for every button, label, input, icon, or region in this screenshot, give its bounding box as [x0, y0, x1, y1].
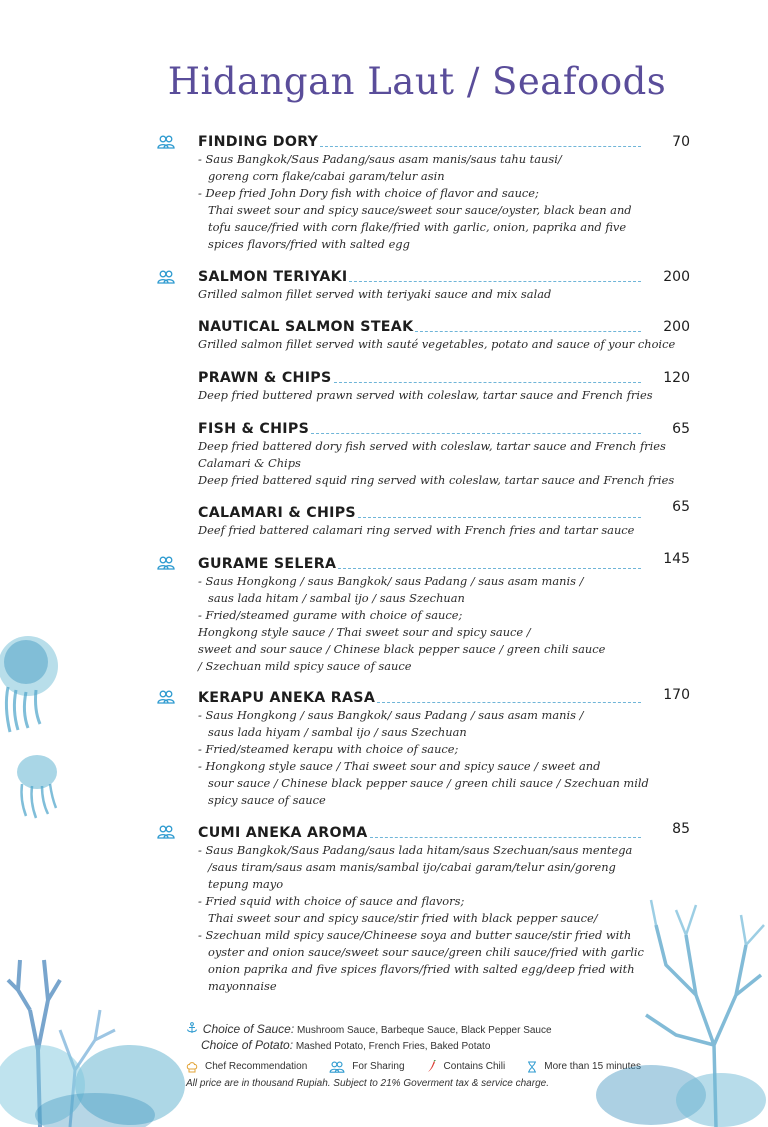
- dotted-leader: [377, 702, 641, 703]
- item-price: 120: [663, 370, 690, 386]
- menu-item-prawn-chips: [198, 366, 692, 404]
- menu-item-nautical-salmon-steak: [198, 315, 692, 353]
- item-description: Deep fried buttered prawn served with coleslaw, tartar sauce and French fries: [198, 388, 653, 402]
- item-price: 85: [672, 821, 690, 837]
- legend-time: More than 15 minutes: [527, 1061, 641, 1073]
- coral-right-illustration: [596, 895, 768, 1127]
- item-description: - Saus Hongkong / saus Bangkok/ saus Padang / saus asam manis / saus lada hitam / sambal ijo / saus Szechuan - Fried/steamed gurame with choice of sauce; Hongkong style sauce / Thai sweet sour and spicy sauce / sweet and sour sauce / Chinese black pepper sauce / green chili sauce / Szechuan mild spicy sauce of sauce: [198, 574, 606, 673]
- item-price: 170: [663, 687, 690, 703]
- item-description: Grilled salmon fillet served with sauté vegetables, potato and sauce of your choice: [198, 337, 676, 351]
- page-title: Hidangan Laut / Seafoods: [167, 60, 667, 103]
- legend-chili: Contains Chili: [427, 1060, 506, 1073]
- dotted-leader: [334, 382, 641, 383]
- item-description: Grilled salmon fillet served with teriyaki sauce and mix salad: [198, 287, 552, 301]
- chili-icon: [427, 1060, 437, 1073]
- menu-footer: [186, 1022, 666, 1089]
- menu-item-finding-dory: [198, 130, 692, 253]
- item-price: 200: [663, 269, 690, 285]
- item-name: GURAME SELERA: [198, 556, 337, 572]
- dotted-leader: [370, 837, 641, 838]
- for-sharing-icon: [157, 556, 175, 570]
- item-name: CUMI ANEKA AROMA: [198, 825, 368, 841]
- item-name: SALMON TERIYAKI: [198, 269, 348, 285]
- item-price: 65: [672, 499, 690, 515]
- menu-item-gurame-selera: [198, 552, 692, 675]
- price-note: All price are in thousand Rupiah. Subject to 21% Goverment tax & service charge.: [186, 1078, 549, 1089]
- dotted-leader: [415, 331, 641, 332]
- for-sharing-icon: [157, 690, 175, 704]
- item-name: PRAWN & CHIPS: [198, 370, 332, 386]
- item-price: 65: [672, 421, 690, 437]
- item-description: Deef fried battered calamari ring served with French fries and tartar sauce: [198, 523, 635, 537]
- item-price: 145: [663, 551, 690, 567]
- hourglass-icon: [527, 1061, 537, 1073]
- item-description: - Saus Hongkong / saus Bangkok/ saus Padang / saus asam manis / saus lada hiyam / sambal ijo / saus Szechuan - Fried/steamed kerapu with choice of sauce; - Hongkong style sauce / Thai sweet sour and spicy sauce / sweet and sour sauce / Chinese black pepper sauce / green chili sauce / Szechuan mild spicy sauce of sauce: [198, 708, 649, 807]
- for-sharing-icon: [157, 825, 175, 839]
- item-name: CALAMARI & CHIPS: [198, 505, 356, 521]
- menu-item-kerapu-aneka-rasa: [198, 686, 692, 809]
- jellyfish-illustration: [0, 632, 66, 737]
- dotted-leader: [320, 146, 641, 147]
- legend-sharing: For Sharing: [329, 1061, 404, 1073]
- dotted-leader: [338, 568, 641, 569]
- item-name: KERAPU ANEKA RASA: [198, 690, 376, 706]
- menu-item-calamari-chips: [198, 501, 692, 539]
- item-price: 200: [663, 319, 690, 335]
- menu-item-fish-chips: [198, 417, 692, 489]
- choice-of-sauce: Choice of Sauce: Mushroom Sauce, Barbeque Sauce, Black Pepper Sauce: [186, 1022, 666, 1038]
- for-sharing-icon: [329, 1061, 345, 1073]
- item-description: - Saus Bangkok/Saus Padang/saus lada hitam/saus Szechuan/saus mentega /saus tiram/saus asam manis/sambal ijo/cabai garam/telur asin/goreng tepung mayo - Fried squid with choice of sauce and flavors; Thai sweet sour and spicy sauce/stir fried with black pepper sauce/ - Szechuan mild spicy sauce/Chineese soya and butter sauce/stir fried with oyster and onion sauce/sweet sour sauce/green chili sauce/fried with garlic onion paprika and five spices flavors/fried with salted egg/deep fried with mayonnaise: [198, 843, 644, 993]
- choice-of-potato: Choice of Potato: Mashed Potato, French Fries, Baked Potato: [201, 1038, 491, 1052]
- item-description: Deep fried battered dory fish served with coleslaw, tartar sauce and French fries Calamari & Chips Deep fried battered squid ring served with coleslaw, tartar sauce and French fries: [198, 439, 675, 487]
- dotted-leader: [311, 433, 641, 434]
- item-description: - Saus Bangkok/Saus Padang/saus asam manis/saus tahu tausi/ goreng corn flake/cabai garam/telur asin - Deep fried John Dory fish with choice of flavor and sauce; Thai sweet sour and spicy sauce/sweet sour sauce/oyster, black bean and tofu sauce/fried with corn flake/fried with garlic, onion, paprika and five spices flavors/fried with salted egg: [198, 152, 632, 251]
- item-name: FISH & CHIPS: [198, 421, 310, 437]
- dotted-leader: [358, 517, 641, 518]
- item-name: FINDING DORY: [198, 134, 319, 150]
- item-price: 70: [672, 134, 690, 150]
- for-sharing-icon: [157, 135, 175, 149]
- legend-chef: Chef Recommendation: [186, 1061, 307, 1073]
- item-name: NAUTICAL SALMON STEAK: [198, 319, 414, 335]
- dotted-leader: [349, 281, 641, 282]
- menu-item-salmon-teriyaki: [198, 265, 692, 303]
- for-sharing-icon: [157, 270, 175, 284]
- coral-left-illustration: [0, 870, 190, 1127]
- small-jellyfish-illustration: [12, 752, 62, 820]
- icon-legend: [186, 1060, 666, 1073]
